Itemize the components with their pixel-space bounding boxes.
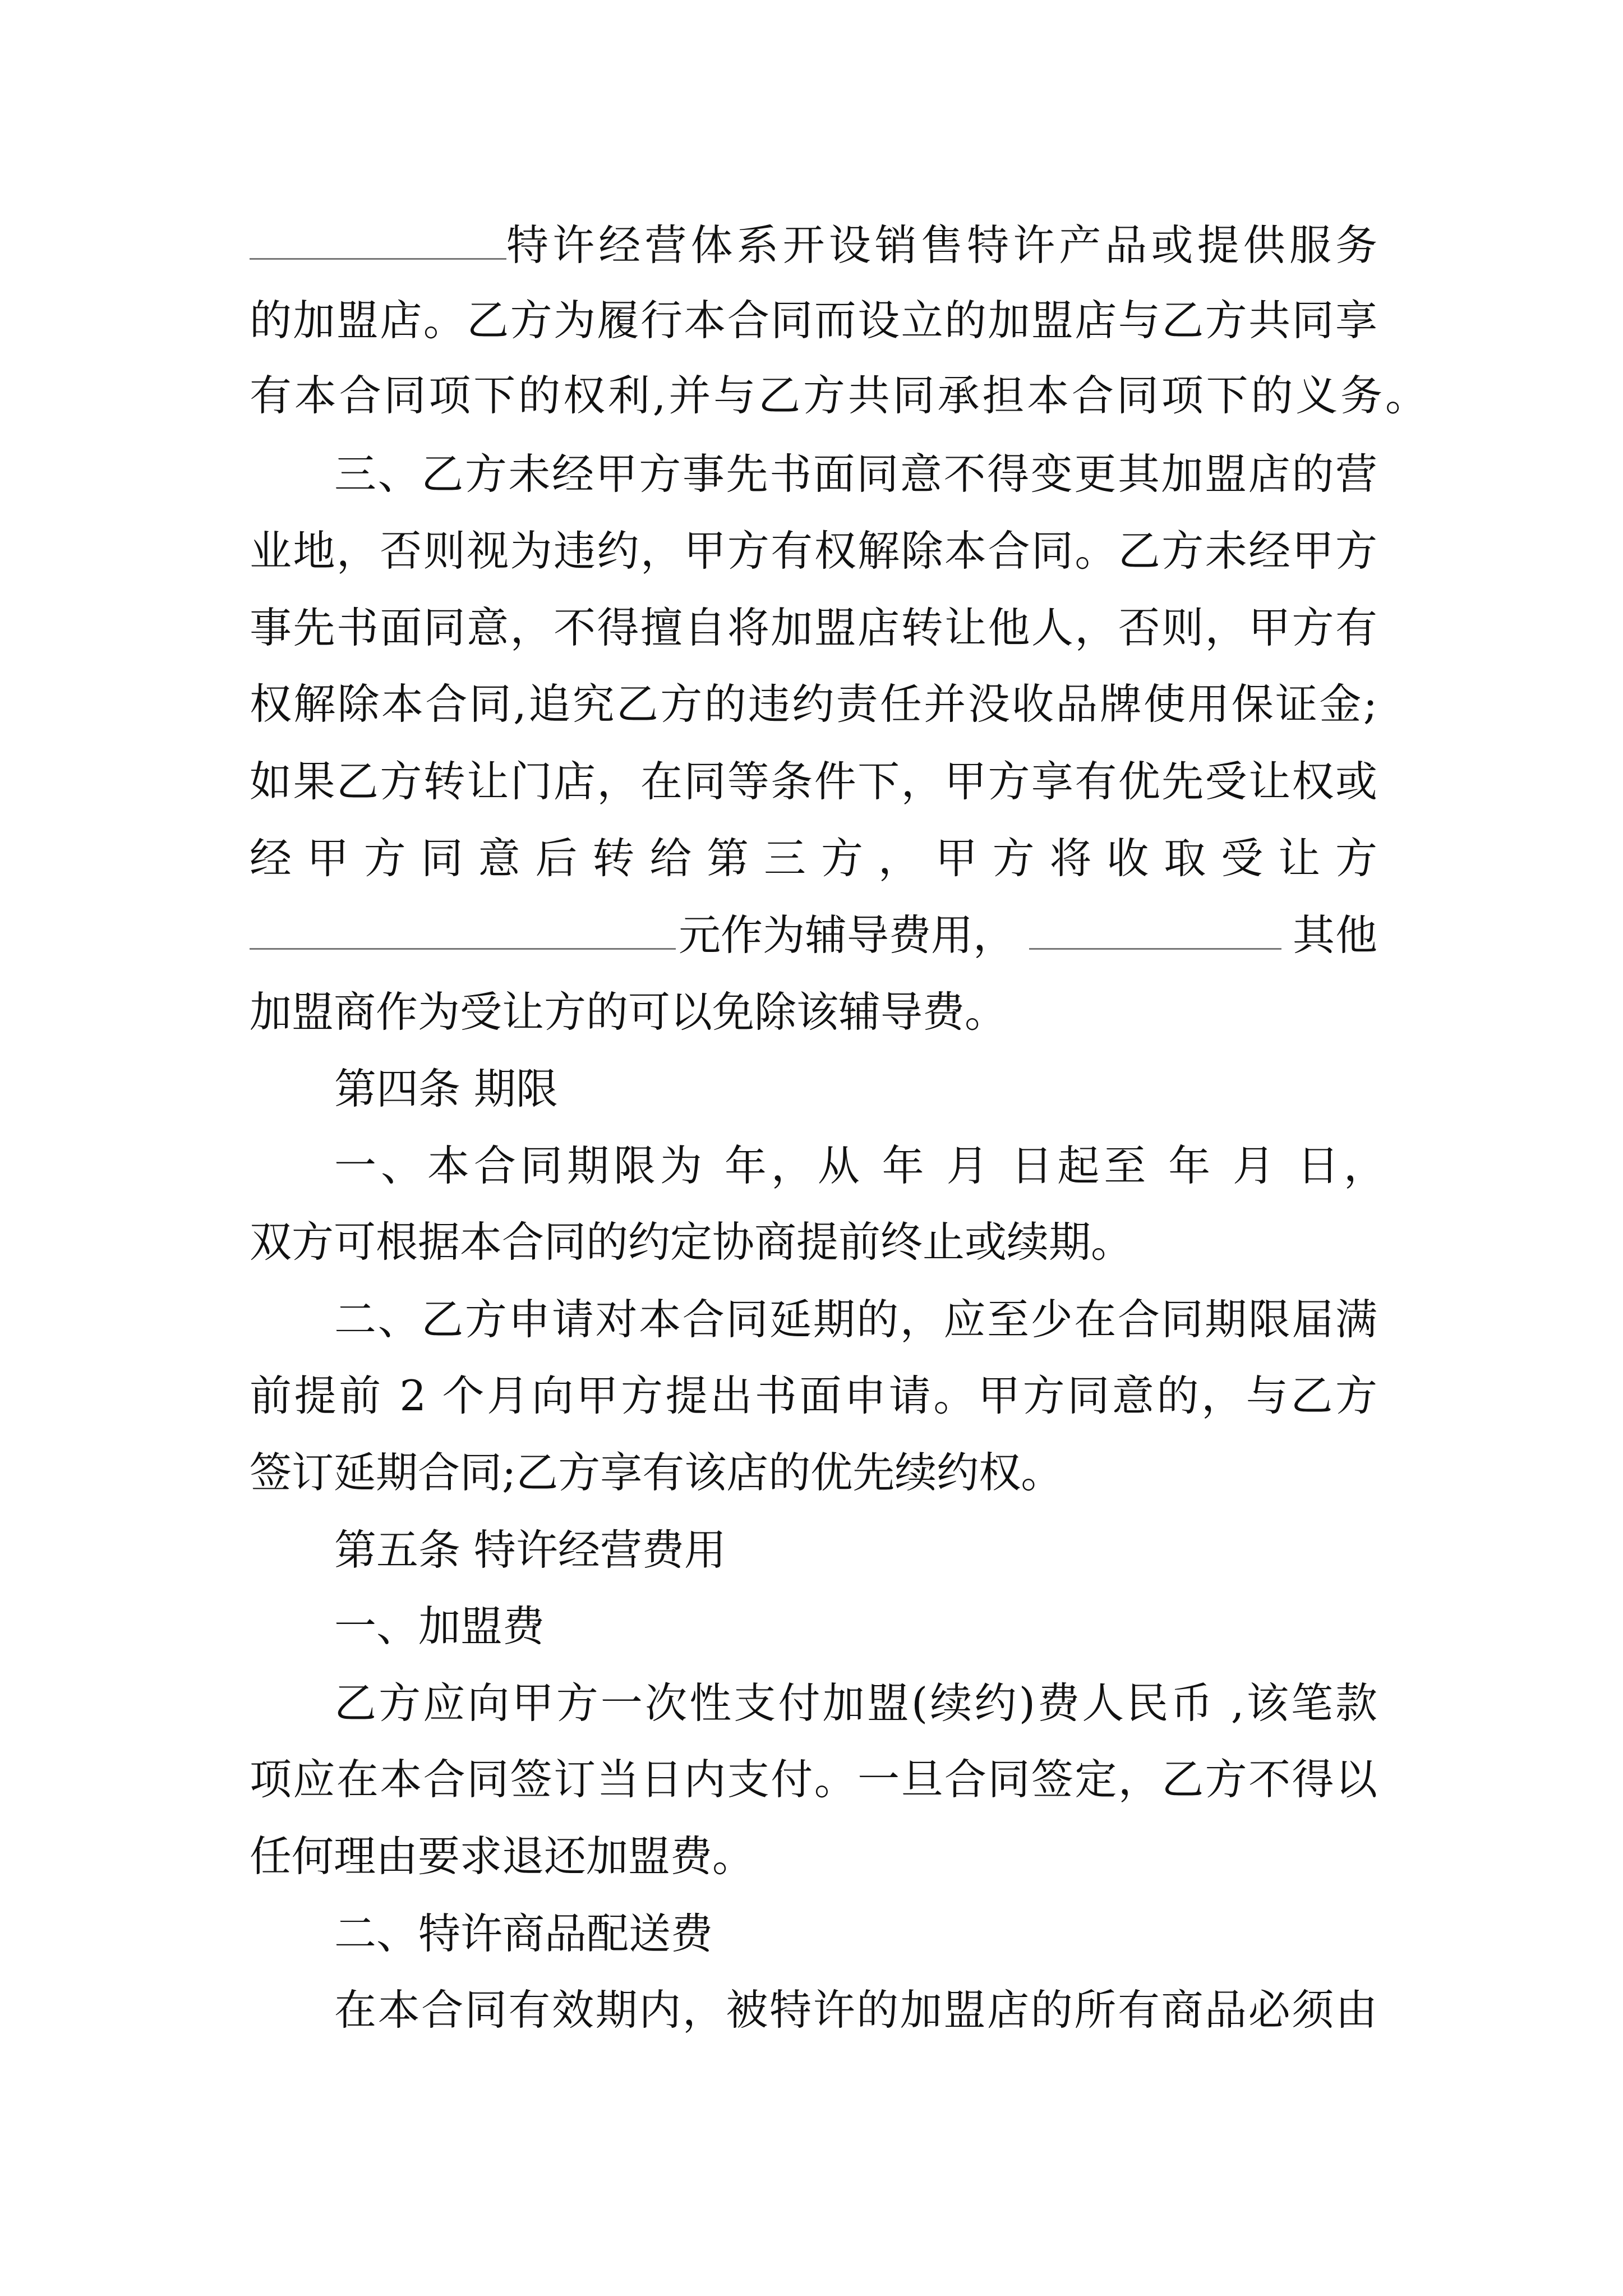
paragraph-line — [0, 353, 1623, 438]
text-line: 前提前 2 个月向甲方提出书面申请。甲方同意的，与乙方 — [250, 1371, 1377, 1420]
paragraph-line — [0, 969, 1623, 1055]
subheading — [0, 1584, 1623, 1669]
text-line: 在本合同有效期内，被特许的加盟店的所有商品必须由 — [334, 1985, 1377, 2035]
fill-in-blank — [250, 210, 506, 260]
text-line: 特许经营体系开设销售特许产品或提供服务 — [506, 220, 1377, 270]
paragraph-line — [0, 1814, 1623, 1899]
paragraph-line — [0, 661, 1623, 747]
text-line: 二、特许商品配送费 — [334, 1909, 713, 1958]
paragraph-line — [0, 1967, 1623, 2053]
text-line: 项应在本合同签订当日内支付。一旦合同签定，乙方不得以 — [250, 1755, 1377, 1804]
text-line: 权解除本合同,追究乙方的违约责任并没收品牌使用保证金; — [250, 679, 1377, 729]
paragraph-line — [0, 1353, 1623, 1438]
text-line: 乙方应向甲方一次性支付加盟(续约)费人民币 ,该笔款 — [334, 1678, 1377, 1728]
subheading — [0, 1891, 1623, 1976]
text-line: 双方可根据本合同的约定协商提前终止或续期。 — [250, 1217, 1133, 1267]
text-line: 二、乙方申请对本合同延期的，应至少在合同期限届满 — [334, 1295, 1377, 1344]
paragraph-line — [0, 739, 1623, 824]
paragraph-line — [0, 508, 1623, 593]
text-line: 业地，否则视为违约，甲方有权解除本合同。乙方未经甲方 — [250, 526, 1377, 576]
paragraph-line — [0, 816, 1623, 901]
text-line: 一、本合同期限为 年，从 年 月 日起至 年 月 日， — [334, 1141, 1390, 1190]
paragraph-line — [0, 1199, 1623, 1285]
section-heading — [0, 1046, 1623, 1131]
text-line: 加盟商作为受让方的可以免除该辅导费。 — [250, 987, 1007, 1037]
text-line: 元作为辅导费用， — [679, 910, 1016, 960]
paragraph-line — [0, 1660, 1623, 1746]
paragraph-line — [0, 1737, 1623, 1822]
paragraph-line — [0, 1430, 1623, 1515]
text-line: 事先书面同意，不得擅自将加盟店转让他人，否则，甲方有 — [250, 603, 1377, 652]
text-line: 签订延期合同;乙方享有该店的优先续约权。 — [250, 1448, 1063, 1497]
paragraph-line — [0, 585, 1623, 670]
text-line: 的加盟店。乙方为履行本合同而设立的加盟店与乙方共同享 — [250, 296, 1377, 345]
paragraph-line — [0, 1123, 1623, 1208]
text-line: 一、加盟费 — [334, 1602, 545, 1651]
heading-text: 第五条 特许经营费用 — [334, 1525, 726, 1575]
text-line: 如果乙方转让门店，在同等条件下，甲方享有优先受让权或 — [250, 757, 1377, 806]
heading-text: 第四条 期限 — [334, 1064, 558, 1114]
section-heading — [0, 1507, 1623, 1593]
paragraph-line — [0, 892, 1623, 978]
fill-in-blank — [1029, 900, 1281, 950]
text-line: 其他 — [1293, 910, 1377, 960]
paragraph-line — [0, 1277, 1623, 1362]
text-line: 三、乙方未经甲方事先书面同意不得变更其加盟店的营 — [334, 449, 1377, 499]
fill-in-blank — [250, 900, 676, 950]
paragraph-line — [0, 278, 1623, 363]
text-line: 有本合同项下的权利,并与乙方共同承担本合同项下的义务。 — [250, 371, 1427, 420]
paragraph-line — [0, 203, 1623, 288]
text-line: 经甲方同意后转给第三方，甲方将收取受让方 — [250, 834, 1377, 883]
paragraph-line — [0, 431, 1623, 517]
text-line: 任何理由要求退还加盟费。 — [250, 1832, 755, 1881]
